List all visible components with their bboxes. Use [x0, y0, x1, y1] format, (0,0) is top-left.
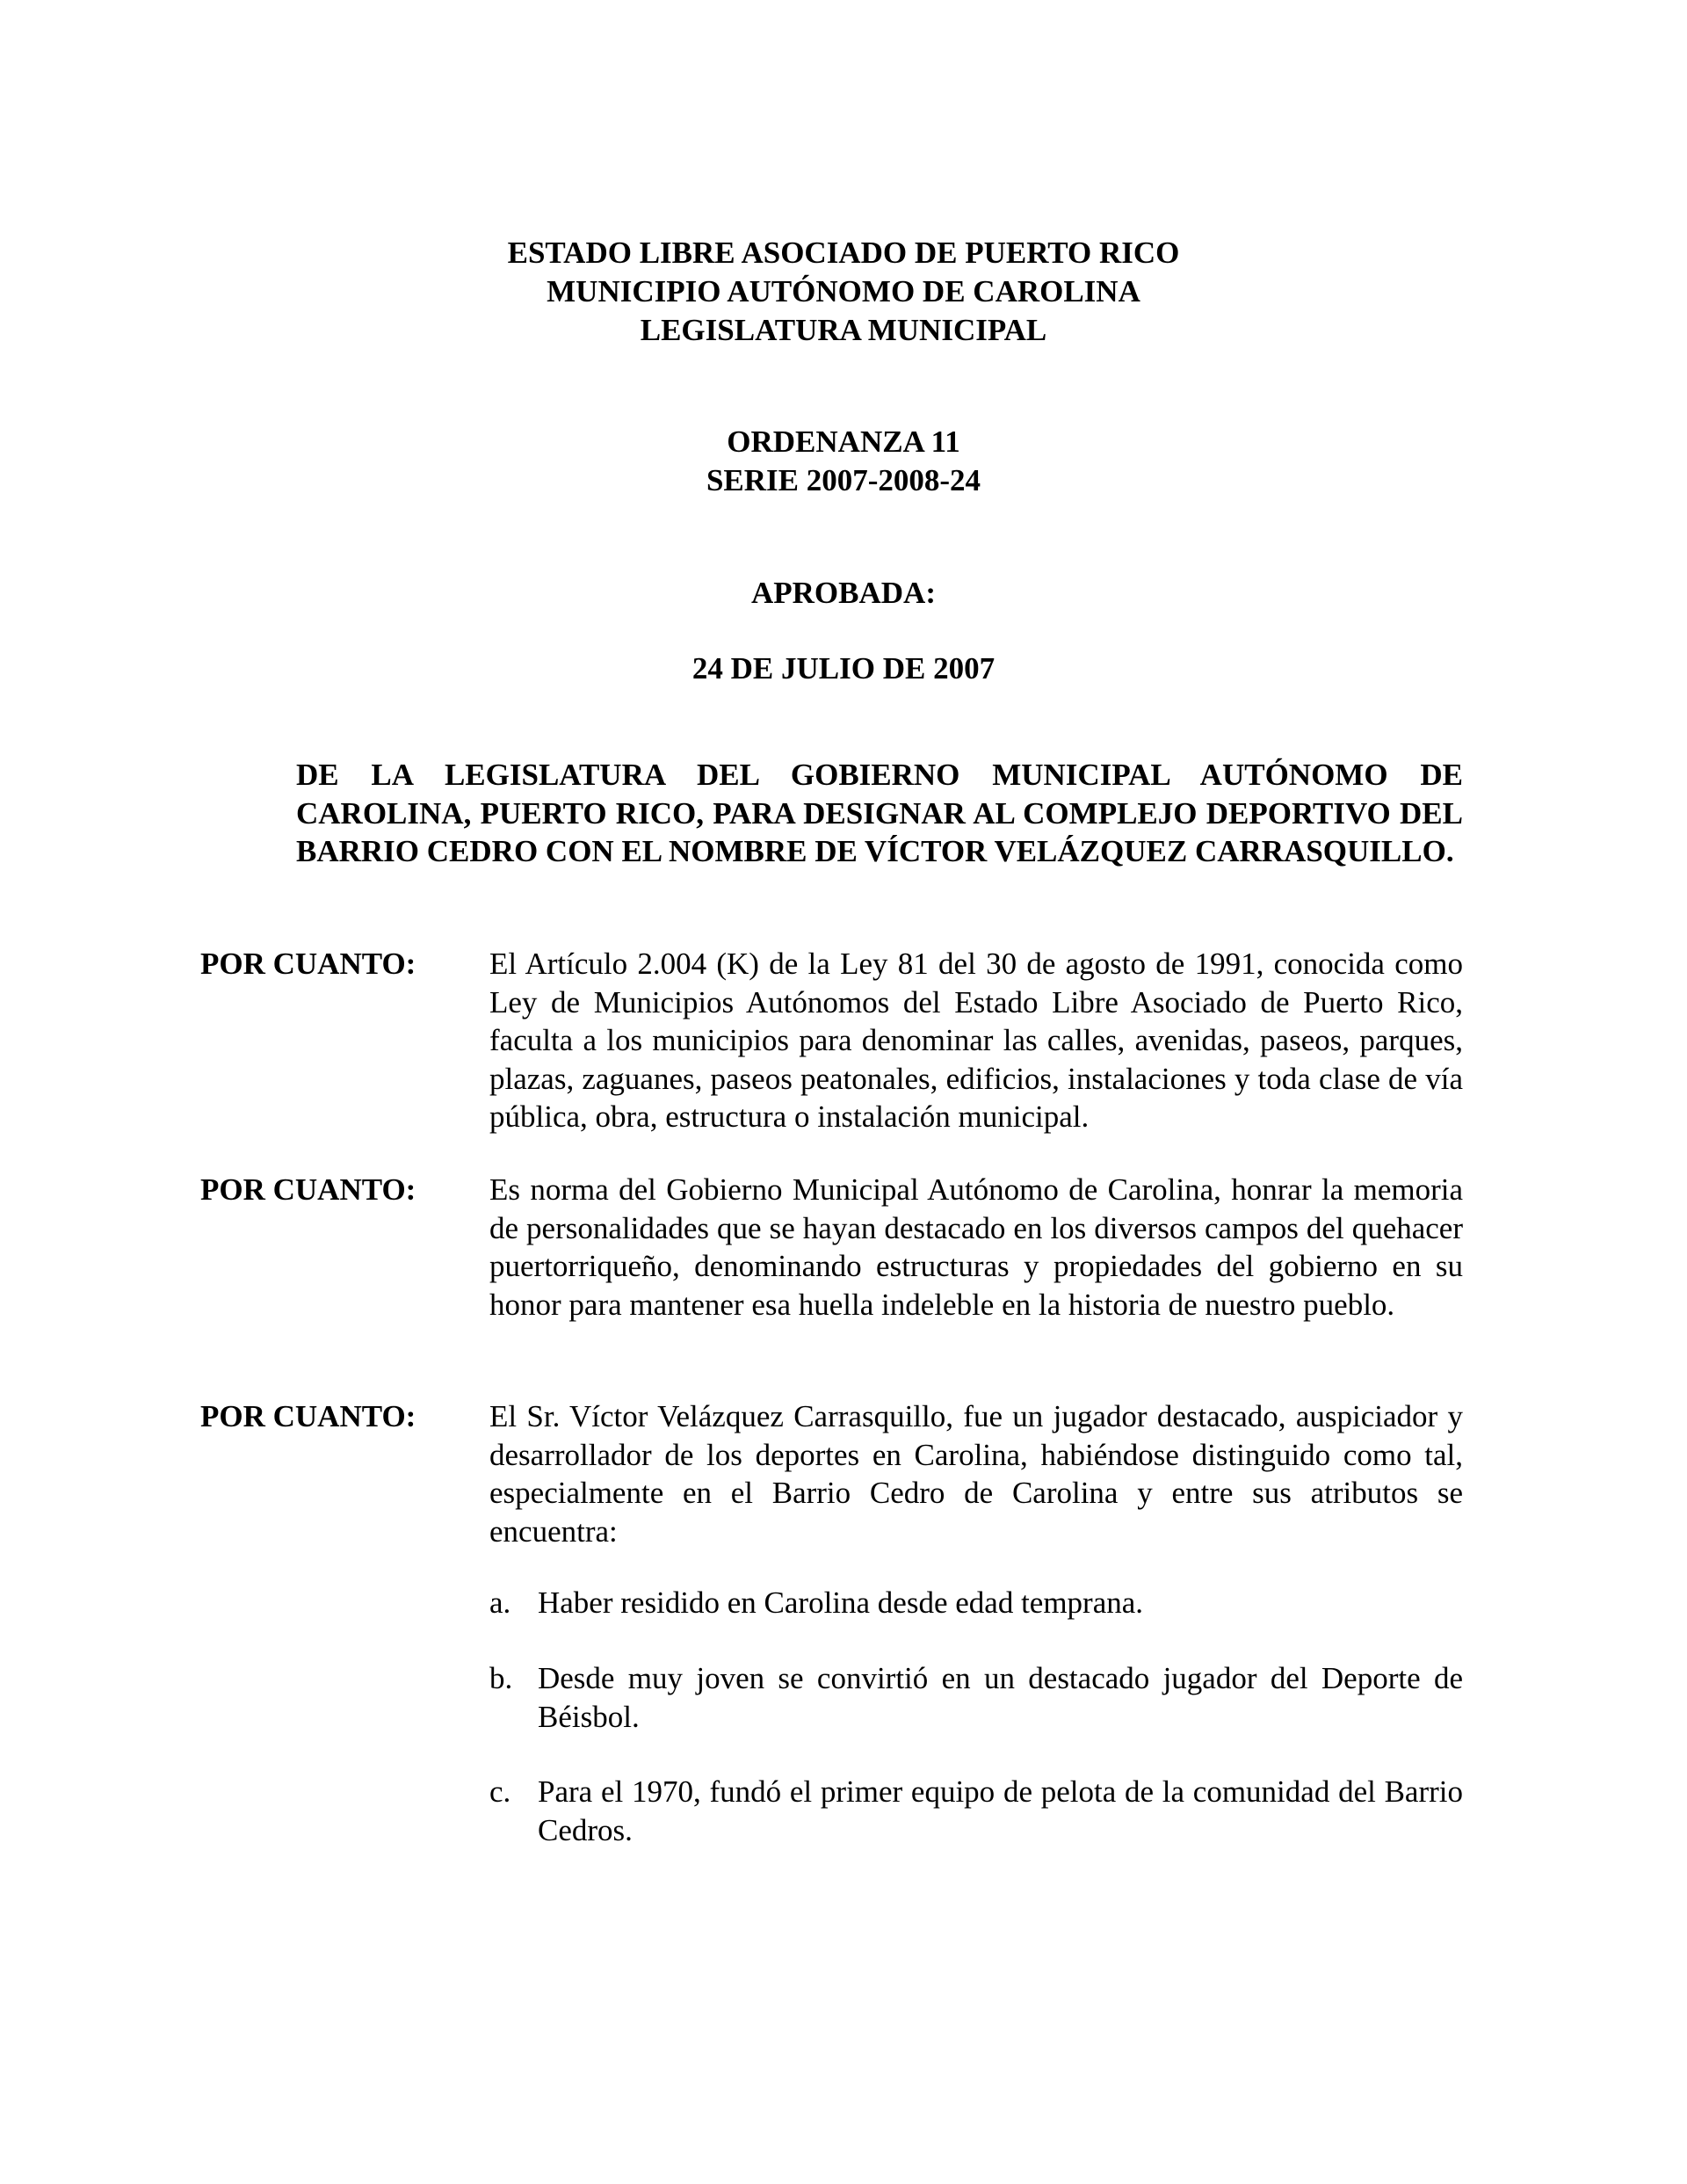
whereas-label: POR CUANTO:: [200, 1399, 416, 1433]
ordinance-series: SERIE 2007-2008-24: [706, 463, 981, 497]
attribute-text: Desde muy joven se convirtió en un destacado jugador del Deporte de Béisbol.: [538, 1661, 1463, 1734]
whereas-label: POR CUANTO:: [200, 1172, 416, 1207]
attribute-letter: b.: [489, 1661, 513, 1695]
header-line-commonwealth: ESTADO LIBRE ASOCIADO DE PUERTO RICO: [507, 236, 1180, 270]
attribute-text: Para el 1970, fundó el primer equipo de pelota de la comunidad del Barrio Cedros.: [538, 1774, 1463, 1847]
approval-label-text: APROBADA:: [751, 576, 936, 610]
whereas-text: El Sr. Víctor Velázquez Carrasquillo, fue un jugador destacado, auspiciador y desarrollador de los deportes en Carolina, habiéndose distinguido como tal, especialmente en el Barrio Cedro de Carolina y entre sus atributos se encuentra:: [489, 1399, 1463, 1549]
ordinance-title: DE LA LEGISLATURA DEL GOBIERNO MUNICIPAL AUTÓNOMO DE CAROLINA, PUERTO RICO, PARA DESIGNAR AL COMPLEJO DEPORTIVO DEL BARRIO CEDRO CON EL NOMBRE DE VÍCTOR VELÁZQUEZ CARRASQUILLO.: [296, 758, 1463, 868]
approval-date-text: 24 DE JULIO DE 2007: [691, 651, 996, 686]
approval-label: [0, 574, 1687, 613]
header-line-municipality: MUNICIPIO AUTÓNOMO DE CAROLINA: [547, 274, 1140, 308]
whereas-text: El Artículo 2.004 (K) de la Ley 81 del 30 de agosto de 1991, conocida como Ley de Municipios Autónomos del Estado Libre Asociado de Puerto Rico, faculta a los municipios para denominar las calles, avenidas, paseos, parques, plazas, zaguanes, paseos peatonales, edificios, instalaciones y toda clase de vía pública, obra, estructura o instalación municipal.: [489, 947, 1463, 1134]
attribute-letter: a.: [489, 1585, 511, 1620]
attribute-letter: c.: [489, 1774, 511, 1809]
government-header: [0, 234, 1687, 350]
header-line-legislature: LEGISLATURA MUNICIPAL: [640, 313, 1047, 347]
attribute-text: Haber residido en Carolina desde edad temprana.: [538, 1585, 1144, 1620]
ordinance-number: ORDENANZA 11: [727, 424, 960, 459]
whereas-text: Es norma del Gobierno Municipal Autónomo de Carolina, honrar la memoria de personalidades que se hayan destacado en los diversos campos del quehacer puertorriqueño, denominando estructuras y propiedades del gobierno en su honor para mantener esa huella indeleble en la historia de nuestro pueblo.: [489, 1172, 1463, 1322]
ordinance-identifier: [0, 423, 1687, 500]
whereas-label: POR CUANTO:: [200, 947, 416, 981]
approval-date: [0, 649, 1687, 688]
